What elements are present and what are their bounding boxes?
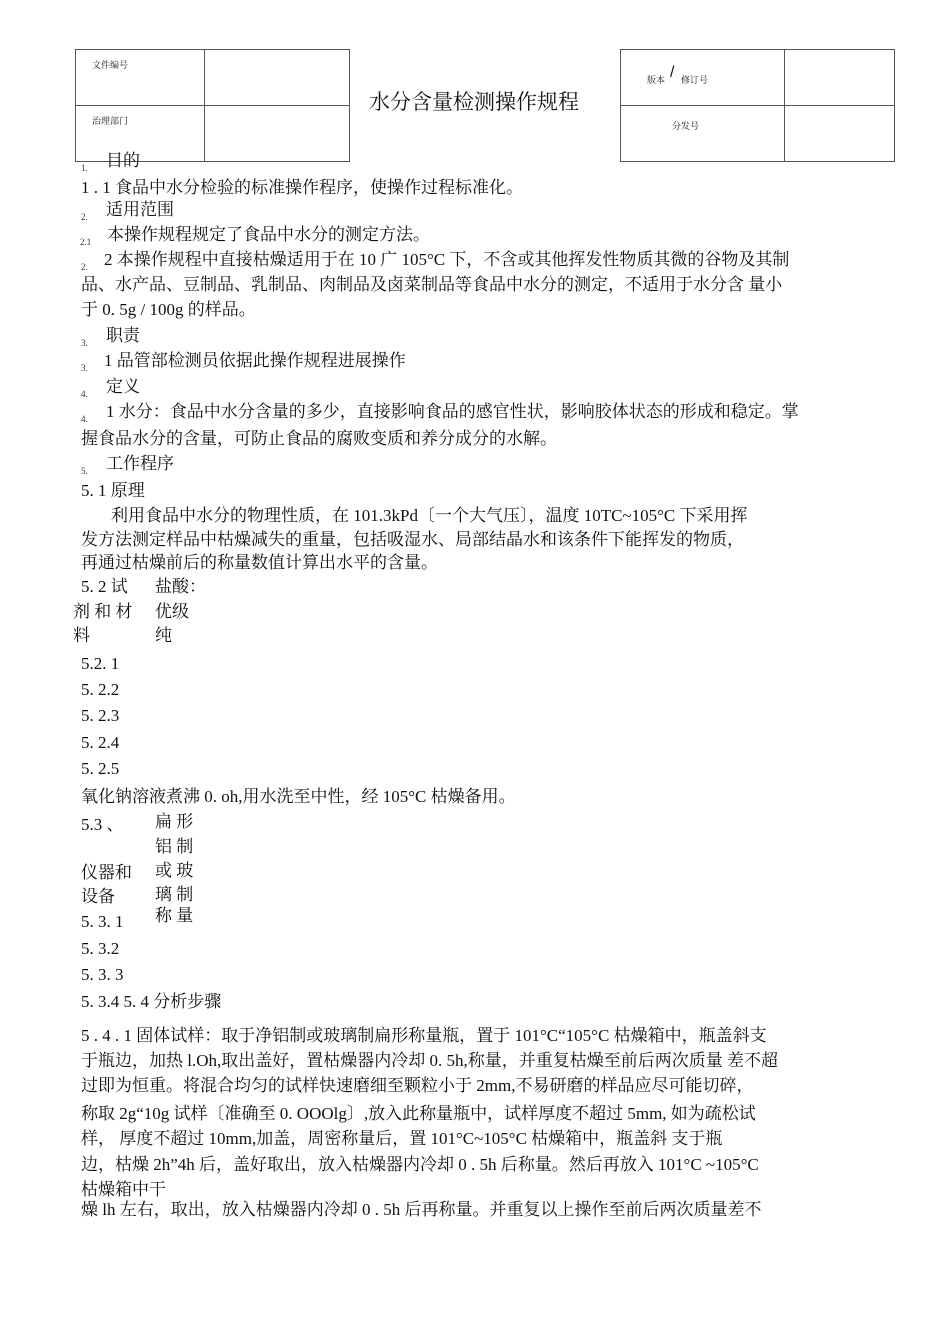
doc-no-label: 文件编号: [92, 60, 129, 70]
s3-title: 职责: [106, 326, 140, 345]
s5-2-1: 5.2. 1: [81, 654, 120, 673]
s2-title: 适用范围: [106, 200, 174, 219]
s4-num: 4.: [81, 389, 88, 399]
s2-2-line3: 于 0. 5g / 100g 的样品。: [81, 300, 256, 319]
header-left-divider-h: [75, 105, 350, 106]
s5-2-reagent-1: 盐酸：: [155, 577, 206, 596]
s5-3-col-3: 或 玻: [155, 861, 194, 880]
distribution-label: 分发号: [672, 121, 700, 131]
revision-label: 修订号: [681, 75, 709, 85]
s2-2-line2: 品、水产品、豆制品、乳制品、肉制品及卤菜制品等食品中水分的测定，不适用于水分含 量小: [81, 275, 783, 294]
s5-1-line1: 利用食品中水分的物理性质，在 101.3kPd〔一个大气压〕，温度 10TC~105°C 下采用挥: [111, 506, 748, 525]
s5-2-label-c: 料: [73, 626, 90, 645]
s5-3-3: 5. 3. 3: [81, 965, 124, 984]
s2-2-num: 2.: [81, 262, 88, 272]
s5-4-1-line4: 称取 2g“10g 试样〔准确至 0. OOOlg〕,放入此称量瓶中，试样厚度不超过 5mm, 如为疏松试: [81, 1104, 756, 1123]
s5-3-1: 5. 3. 1: [81, 912, 124, 931]
header-right-divider-h: [620, 105, 895, 106]
version-label: 版本: [647, 75, 666, 85]
s5-2-5: 5. 2.5: [81, 759, 120, 778]
s5-title: 工作程序: [106, 454, 174, 473]
s5-3-4-and-5-4: 5. 3.4 5. 4 分析步骤: [81, 992, 222, 1011]
s3-num: 3.: [81, 338, 88, 348]
s5-2-label-a: 5. 2 试: [81, 577, 128, 596]
s4-1-line1: 1 水分：食品中水分含量的多少，直接影响食品的感官性状，影响胶体状态的形成和稳定。掌: [106, 402, 799, 421]
s5-3-label-a: 5.3 、: [81, 815, 124, 834]
s5-3-label-c: 设备: [81, 887, 115, 906]
s2-num: 2.: [81, 212, 88, 222]
s1-num: 1.: [81, 163, 88, 173]
s5-3-col-4: 璃 制: [155, 885, 194, 904]
s1-1: 1 . 1 食品中水分检验的标准操作程序，使操作过程标准化。: [81, 178, 523, 197]
s2-2-line1: 2 本操作规程中直接枯燥适用于在 10 广 105°C 下，不含或其他挥发性物质其微的谷物及其制: [104, 250, 790, 269]
s3-1-num: 3.: [81, 363, 88, 373]
s5-4-1-line6: 边，枯燥 2h”4h 后，盖好取出，放入枯燥器内冷却 0 . 5h 后称量。然后再放入 101°C ~105°C: [81, 1155, 759, 1174]
s5-3-col-2: 铝 制: [155, 837, 194, 856]
s4-1-num: 4.: [81, 414, 88, 424]
s5-3-col-5: 称 量: [155, 906, 194, 925]
s5-4-1-line3: 过即为恒重。将混合均匀的试样快速磨细至颗粒小于 2mm,不易研磨的样品应尽可能切碎，: [81, 1076, 754, 1095]
s5-1-heading: 5. 1 原理: [81, 481, 145, 500]
s4-title: 定义: [106, 377, 140, 396]
s5-1-line3: 再通过枯燥前后的称量数值计算出水平的含量。: [81, 553, 438, 572]
naoh-line: 氧化钠溶液煮沸 0. oh,用水洗至中性，经 105°C 枯燥备用。: [81, 787, 516, 806]
s5-1-line2: 发方法测定样品中枯燥减失的重量，包括吸湿水、局部结晶水和该条件下能挥发的物质，: [81, 530, 744, 549]
s5-2-3: 5. 2.3: [81, 706, 120, 725]
s5-num: 5.: [81, 466, 88, 476]
s5-4-1-line2: 于瓶边，加热 l.Oh,取出盖好，置枯燥器内冷却 0. 5h,称量，并重复枯燥至前后两次质量 差不超: [81, 1051, 778, 1070]
s5-3-col-1: 扁 形: [155, 812, 194, 831]
s5-2-reagent-3: 纯: [155, 626, 172, 645]
s5-3-2: 5. 3.2: [81, 939, 120, 958]
s5-2-2: 5. 2.2: [81, 680, 120, 699]
dept-label: 治理部门: [92, 116, 129, 126]
s5-2-4: 5. 2.4: [81, 733, 120, 752]
s2-1-num: 2.1: [80, 237, 92, 247]
s3-1: 1 品管部检测员依据此操作规程进展操作: [104, 351, 406, 370]
s4-1-line2: 握食品水分的含量，可防止食品的腐败变质和养分成分的水解。: [81, 429, 557, 448]
s2-1: 本操作规程规定了食品中水分的测定方法。: [107, 225, 430, 244]
s5-4-1-line1: 5 . 4 . 1 固体试样：取于净铝制或玻璃制扁形称量瓶，置于 101°C“105°C 枯燥箱中，瓶盖斜支: [81, 1026, 767, 1045]
s5-3-label-b: 仪器和: [81, 863, 132, 882]
s5-2-label-b: 剂 和 材: [73, 602, 133, 621]
s5-4-1-line5: 样， 厚度不超过 10mm,加盖，周密称量后，置 101°C~105°C 枯燥箱中，瓶盖斜 支于瓶: [81, 1129, 723, 1148]
version-separator: /: [670, 64, 675, 81]
document-title: 水分含量检测操作规程: [369, 91, 579, 114]
s5-4-1-line7: 枯燥箱中干: [81, 1180, 166, 1199]
s1-title: 目的: [106, 151, 140, 170]
s5-2-reagent-2: 优级: [155, 602, 189, 621]
s5-4-1-line8: 燥 lh 左右，取出，放入枯燥器内冷却 0 . 5h 后再称量。并重复以上操作至前后两次质量差不: [81, 1200, 762, 1219]
